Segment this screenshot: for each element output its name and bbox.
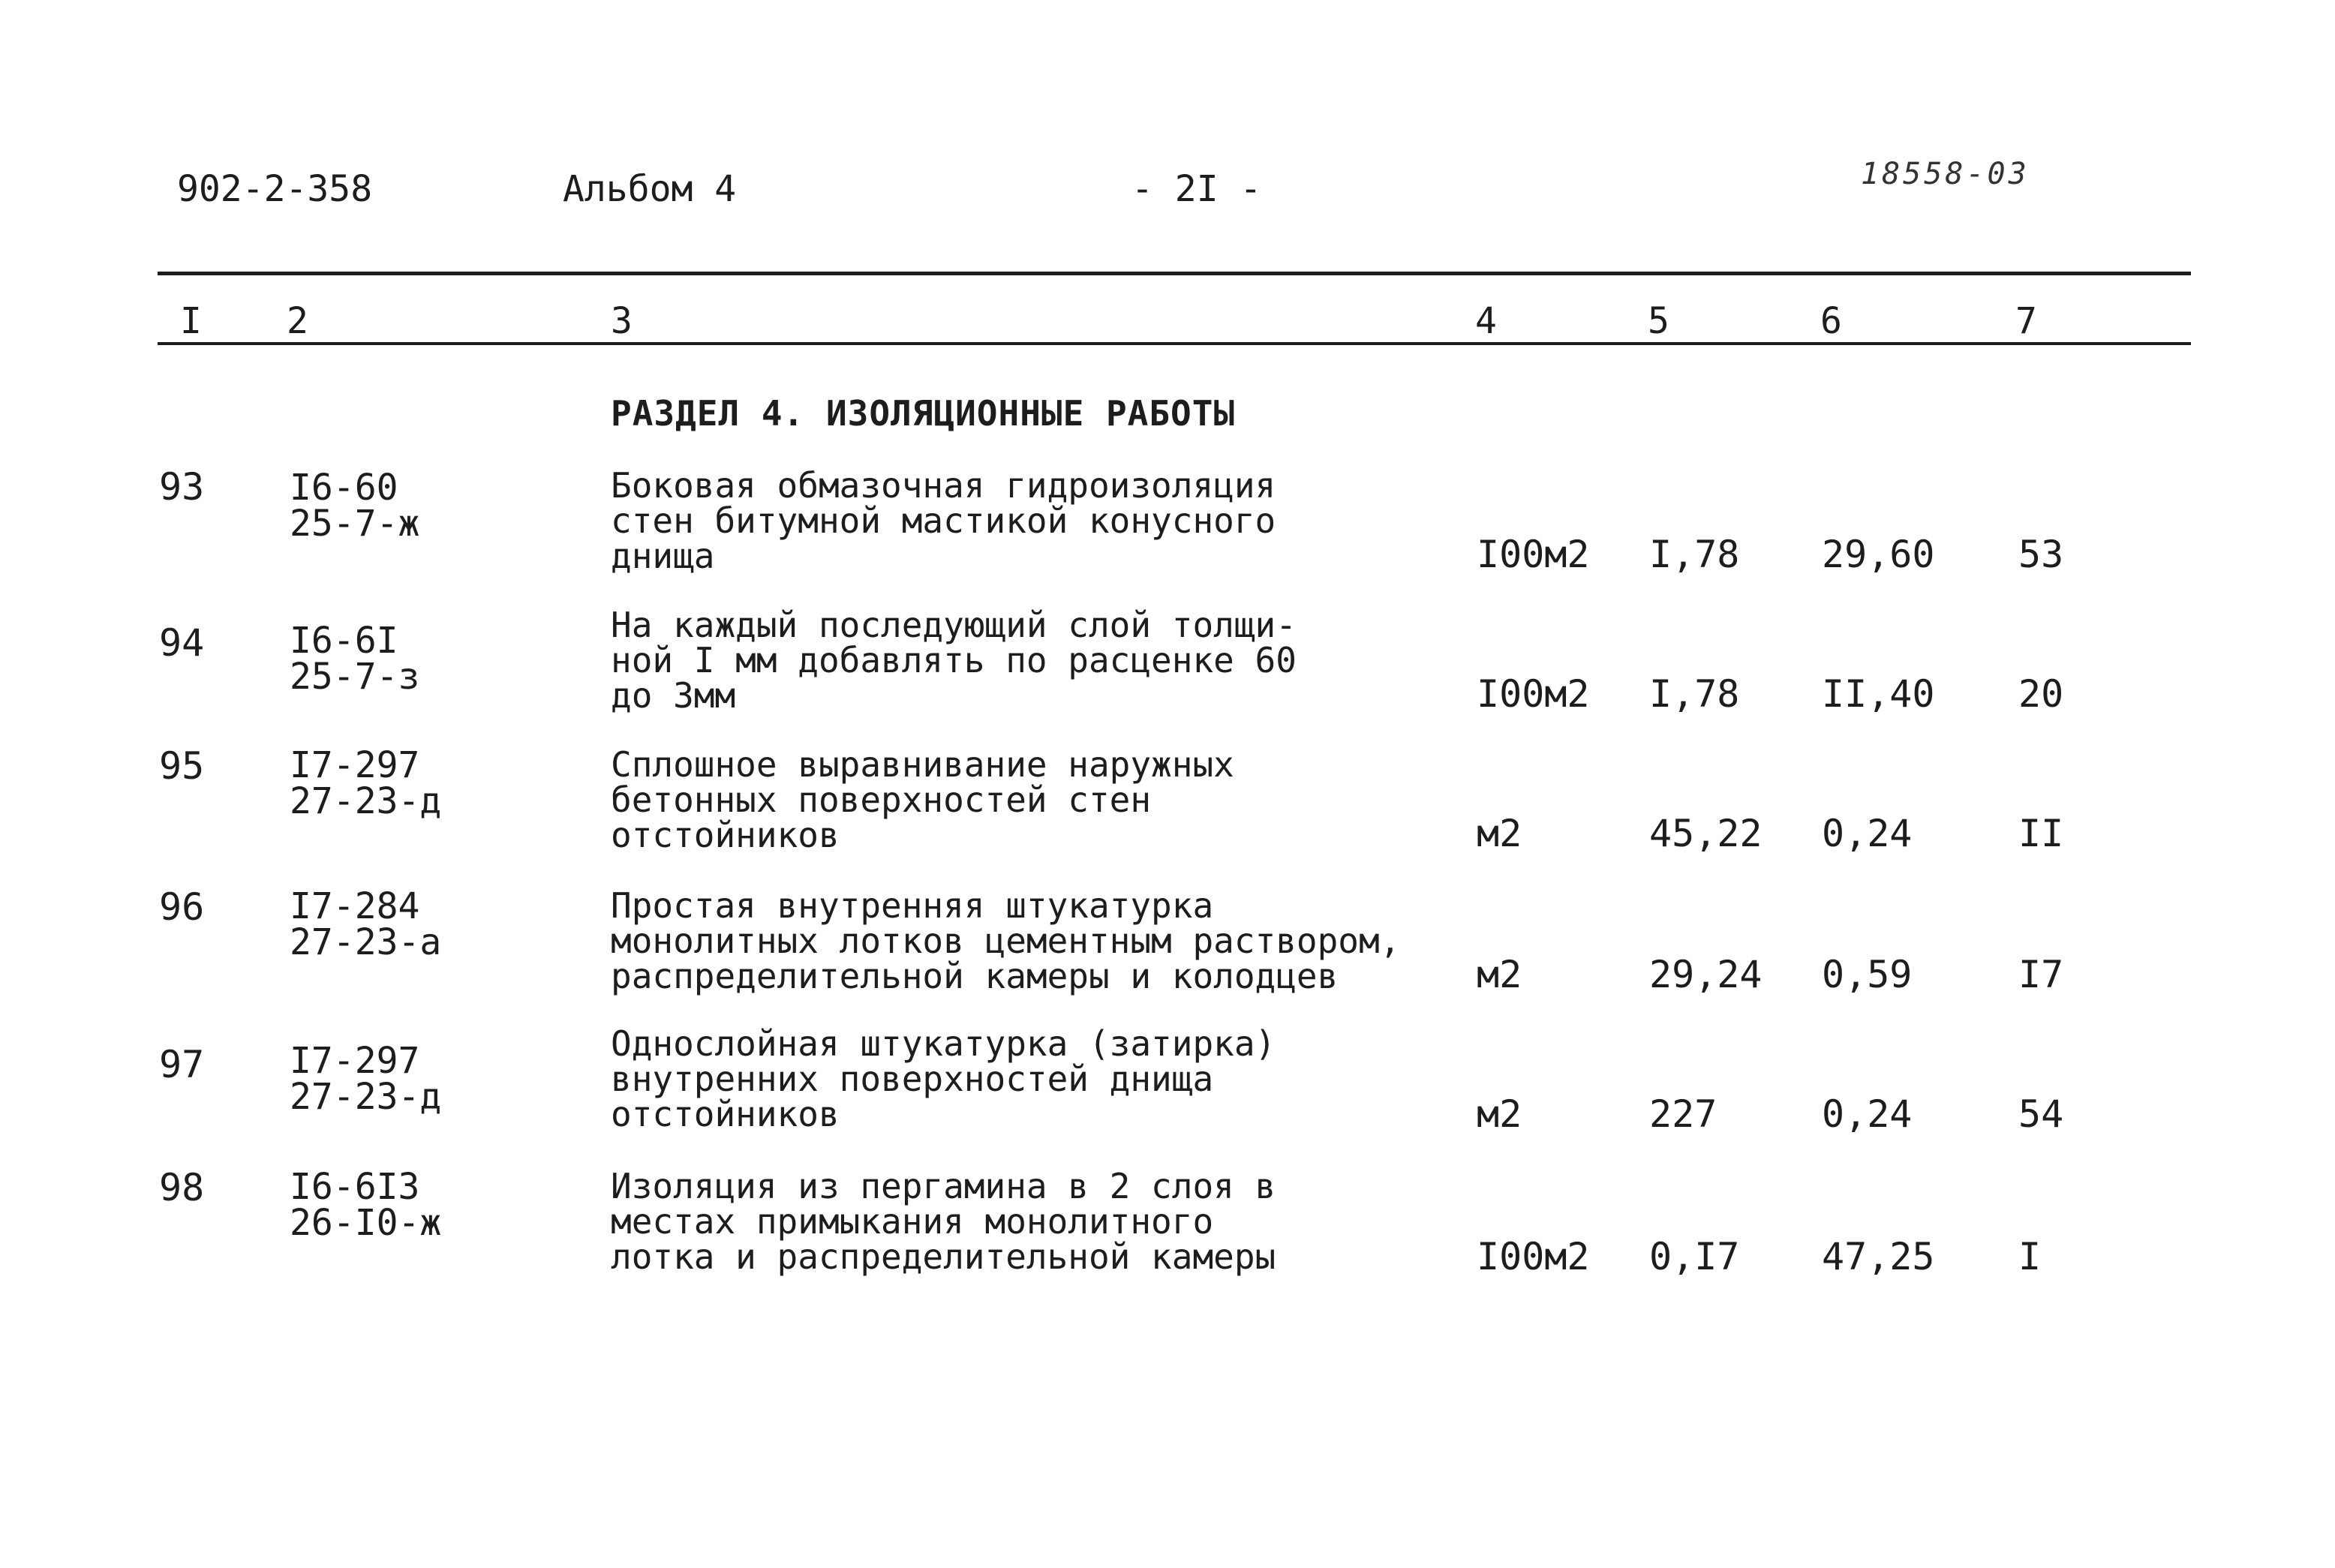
row-number: 98 (159, 1166, 205, 1209)
rate-code: I6-60 25-7-ж (290, 467, 420, 545)
work-description: Простая внутренняя штукатурка монолитных лотков цементным раствором, распределительной камеры и колодцев (611, 885, 1401, 996)
unit-of-measure: м2 (1477, 812, 1522, 855)
work-description: Боковая обмазочная гидроизоляция стен битумной мастикой конусного днища (611, 465, 1276, 576)
unit-price: 0,59 (1822, 953, 1913, 996)
work-description: Однослойная штукатурка (затирка) внутренних поверхностей днища отстойников (611, 1023, 1276, 1134)
row-number: 95 (159, 744, 205, 788)
work-description: Изоляция из пергамина в 2 слоя в местах примыкания монолитного лотка и распределительной камеры (611, 1166, 1276, 1277)
unit-of-measure: м2 (1477, 1092, 1522, 1136)
table-top-rule (158, 272, 2191, 275)
total-cost: II (2018, 812, 2064, 855)
column-number: 2 (287, 300, 308, 342)
unit-of-measure: м2 (1477, 953, 1522, 996)
row-number: 94 (159, 621, 205, 665)
unit-of-measure: I00м2 (1477, 672, 1590, 716)
row-number: 93 (159, 465, 205, 509)
column-number: I (180, 300, 202, 342)
total-cost: 20 (2018, 672, 2064, 716)
row-number: 96 (159, 885, 205, 929)
quantity: 0,I7 (1649, 1235, 1740, 1278)
total-cost: 53 (2018, 533, 2064, 576)
rate-code: I6-6I 25-7-з (290, 620, 420, 698)
row-number: 97 (159, 1043, 205, 1086)
document-code: 902-2-358 (177, 168, 373, 210)
quantity: I,78 (1649, 672, 1740, 716)
rate-code: I7-297 27-23-д (290, 1040, 442, 1118)
unit-price: 29,60 (1822, 533, 1935, 576)
quantity: 227 (1649, 1092, 1717, 1136)
work-description: Сплошное выравнивание наружных бетонных поверхностей стен отстойников (611, 744, 1234, 855)
table-header-rule (158, 342, 2191, 345)
work-description: На каждый последующий слой толщи- ной I мм добавлять по расценке 60 до 3мм (611, 605, 1297, 716)
page-number: - 2I - (1131, 168, 1262, 210)
quantity: 45,22 (1649, 812, 1763, 855)
unit-price: 47,25 (1822, 1235, 1935, 1278)
unit-of-measure: I00м2 (1477, 1235, 1590, 1278)
column-number: 5 (1648, 300, 1669, 342)
quantity: 29,24 (1649, 953, 1763, 996)
column-number: 4 (1475, 300, 1497, 342)
unit-price: 0,24 (1822, 812, 1913, 855)
total-cost: I7 (2018, 953, 2064, 996)
rate-code: I6-6I3 26-I0-ж (290, 1166, 442, 1244)
section-title: РАЗДЕЛ 4. ИЗОЛЯЦИОННЫЕ РАБОТЫ (611, 393, 1236, 434)
rate-code: I7-284 27-23-а (290, 885, 442, 963)
total-cost: 54 (2018, 1092, 2064, 1136)
unit-price: II,40 (1822, 672, 1935, 716)
unit-price: 0,24 (1822, 1092, 1913, 1136)
column-number: 7 (2015, 300, 2037, 342)
column-number: 6 (1820, 300, 1842, 342)
archive-stamp: 18558-03 (1861, 157, 2030, 191)
album-label: Альбом 4 (563, 168, 737, 210)
column-number: 3 (611, 300, 633, 342)
total-cost: I (2018, 1235, 2042, 1278)
unit-of-measure: I00м2 (1477, 533, 1590, 576)
quantity: I,78 (1649, 533, 1740, 576)
rate-code: I7-297 27-23-д (290, 744, 442, 822)
